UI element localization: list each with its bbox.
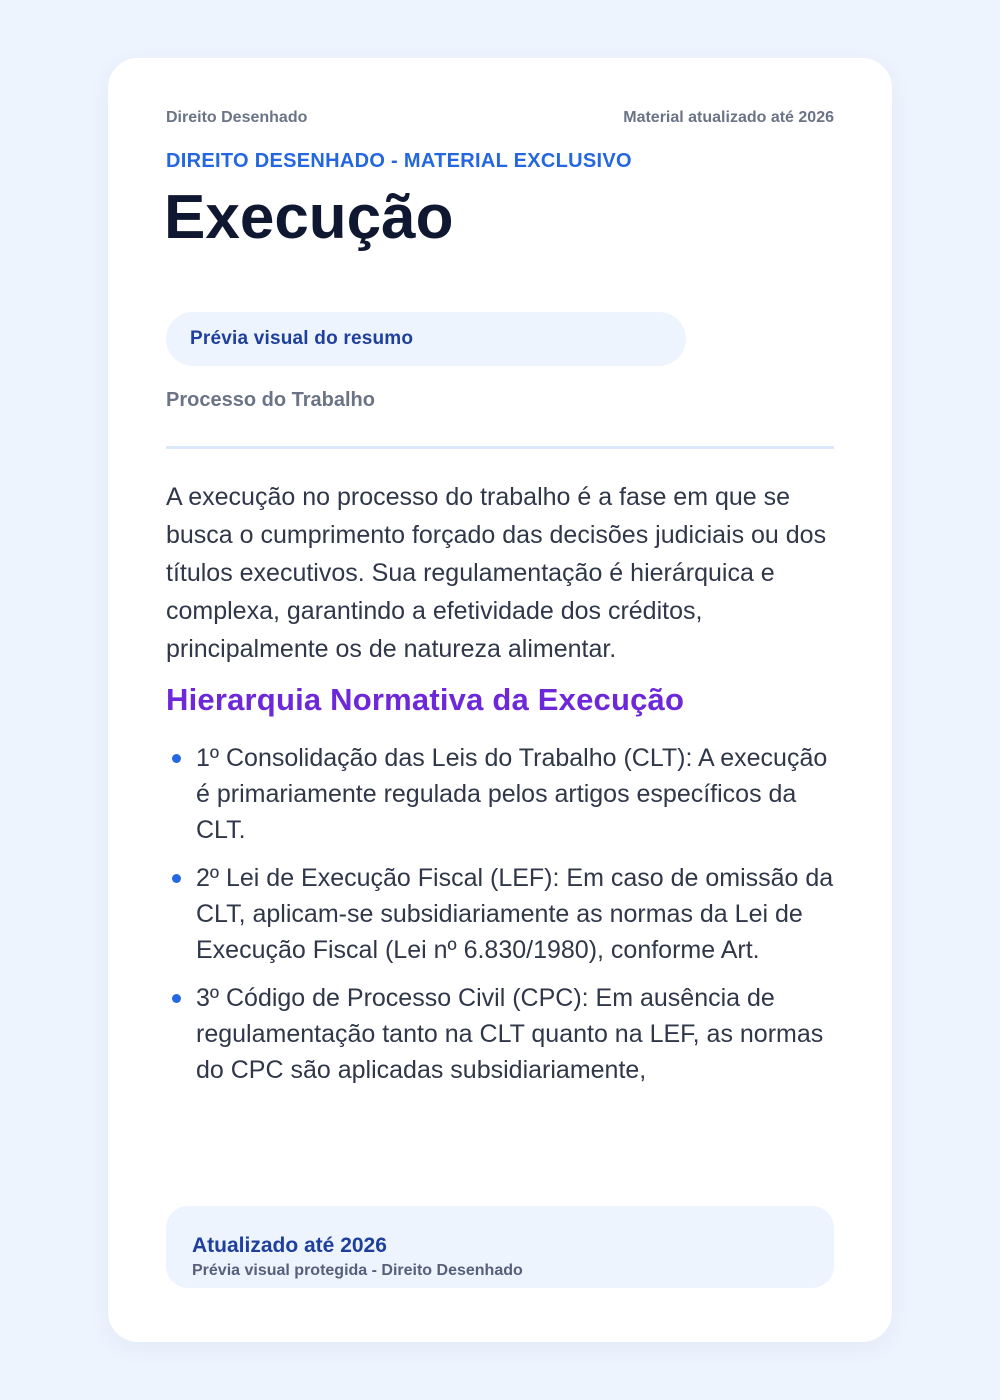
intro-paragraph: A execução no processo do trabalho é a fase em que se busca o cumprimento forçado das decisões judiciais ou dos títulos executivos. Sua regulamentação é hierárquica e complexa, garantindo a efetividade dos créditos, principalmente os de natureza alimentar. [166,483,827,663]
summary-card [108,58,892,1342]
list-item-text: 3º Código de Processo Civil (CPC): Em ausência de regulamentação tanto na CLT quanto na LEF, as normas do CPC são aplicadas subsidiariamente, [196,984,824,1084]
subject-label: Processo do Trabalho [166,389,375,411]
hierarchy-list [166,740,846,1100]
bullet-icon [172,874,181,883]
updated-note: Material atualizado até 2026 [623,109,834,126]
footer-notice [166,1206,834,1288]
kicker-label: DIREITO DESENHADO - MATERIAL EXCLUSIVO [166,150,632,172]
preview-badge-label: Prévia visual do resumo [190,328,414,349]
meta-row [166,109,834,127]
preview-badge [166,312,686,366]
list-item [166,980,846,1088]
list-item-text: 1º Consolidação das Leis do Trabalho (CLT): A execução é primariamente regulada pelos artigos específicos da CLT. [196,744,828,844]
section-heading: Hierarquia Normativa da Execução [166,682,685,717]
page-title: Execução [164,183,454,252]
divider [166,446,834,449]
footer-title: Atualizado até 2026 [192,1234,387,1257]
brand-label: Direito Desenhado [166,109,308,126]
list-item [166,740,846,848]
bullet-icon [172,994,181,1003]
bullet-icon [172,754,181,763]
footer-subtitle: Prévia visual protegida - Direito Desenhado [192,1262,523,1279]
list-item-text: 2º Lei de Execução Fiscal (LEF): Em caso de omissão da CLT, aplicam-se subsidiariamente as normas da Lei de Execução Fiscal (Lei nº 6.830/1980), conforme Art. [196,864,834,964]
list-item [166,860,846,968]
